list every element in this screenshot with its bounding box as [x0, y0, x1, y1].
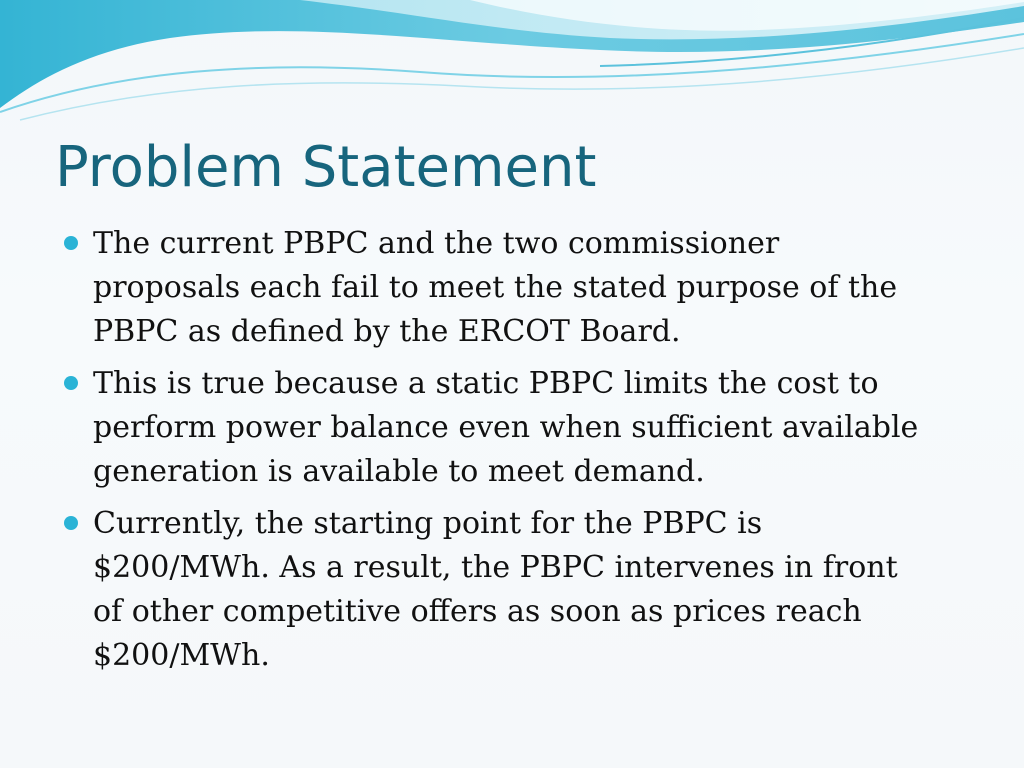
bullet-text-line: $200/MWh. As a result, the PBPC intervenes in front — [93, 550, 898, 585]
bullet-text-line: PBPC as defined by the ERCOT Board. — [93, 314, 681, 349]
bullet-list — [64, 222, 964, 686]
bullet-text-line: of other competitive offers as soon as prices reach — [93, 594, 862, 629]
bullet-item — [64, 222, 964, 354]
bullet-dot-icon — [64, 516, 78, 530]
bullet-item — [64, 502, 964, 678]
bullet-text-line: proposals each fail to meet the stated purpose of the — [93, 270, 898, 305]
bullet-text-line: generation is available to meet demand. — [93, 454, 705, 489]
wave-line-1 — [0, 34, 1024, 112]
bullet-text-line: perform power balance even when sufficient available — [93, 410, 919, 445]
bullet-item — [64, 362, 964, 494]
bullet-text-line: This is true because a static PBPC limits the cost to — [93, 366, 879, 401]
bullet-text-line: Currently, the starting point for the PBPC is — [93, 506, 763, 541]
bullet-text-line: $200/MWh. — [93, 638, 270, 673]
bullet-dot-icon — [64, 236, 78, 250]
bullet-text-line: The current PBPC and the two commissioner — [93, 226, 780, 261]
bullet-dot-icon — [64, 376, 78, 390]
slide-title: Problem Statement — [55, 135, 597, 200]
header-wave-decoration — [0, 0, 1024, 130]
wave-line-2 — [20, 48, 1024, 120]
